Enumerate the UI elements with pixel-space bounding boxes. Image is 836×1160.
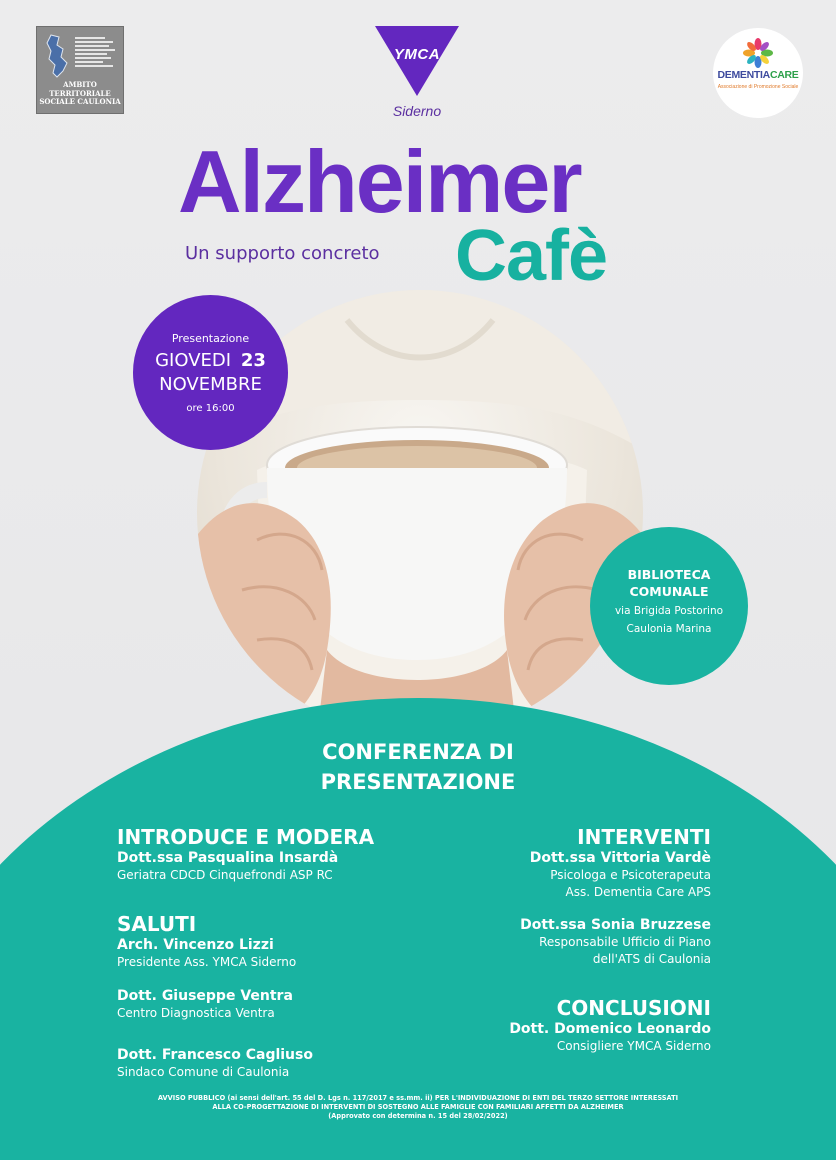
- title-cafe: Cafè: [455, 216, 608, 296]
- speaker-role: Psicologa e Psicoterapeuta: [550, 868, 711, 882]
- location-line2: COMUNALE: [629, 584, 709, 599]
- event-location-badge: [590, 527, 748, 685]
- speaker-role: Sindaco Comune di Caulonia: [117, 1065, 290, 1079]
- speaker-role: dell'ATS di Caulonia: [592, 952, 711, 966]
- speaker-name: Arch. Vincenzo Lizzi: [117, 937, 274, 953]
- ats-line: SOCIALE CAULONIA: [39, 97, 121, 106]
- dementia-care-name: [713, 69, 803, 81]
- speaker-role: Presidente Ass. YMCA Siderno: [117, 955, 297, 969]
- ats-line: TERRITORIALE: [49, 88, 111, 98]
- event-day: [133, 350, 288, 371]
- ats-caption: [37, 81, 123, 107]
- conference-title: [0, 737, 836, 797]
- ats-caulonia-logo: [36, 26, 124, 114]
- event-month: NOVEMBRE: [159, 374, 262, 395]
- section-heading: INTERVENTI: [577, 825, 711, 849]
- ymca-logo: [372, 26, 462, 122]
- section-conclusioni: [509, 996, 711, 1055]
- notice-line: AVVISO PUBBLICO (ai sensi dell'art. 55 del D. Lgs n. 117/2017 e ss.mm. ii) PER L'INDIVIDUAZIONE DI ENTI DEL TERZO SETTORE INTERESSATI: [157, 1094, 679, 1102]
- speaker-role: Ass. Dementia Care APS: [565, 885, 711, 899]
- speaker-bruzzese: [520, 916, 711, 968]
- speaker-name: Dott.ssa Sonia Bruzzese: [520, 917, 711, 933]
- location-address2: Caulonia Marina: [626, 623, 712, 635]
- notice-line: (Approvato con determina n. 15 del 28/02/2022): [328, 1112, 508, 1120]
- speaker-ventra: [117, 987, 293, 1022]
- subtitle: Un supporto concreto: [185, 243, 380, 264]
- location-line1: BIBLIOTECA: [627, 567, 711, 582]
- event-date-badge: [133, 295, 288, 450]
- speaker-name: Dott. Giuseppe Ventra: [117, 988, 293, 1004]
- ats-municipality-list: [75, 35, 117, 75]
- ats-line: AMBITO: [63, 80, 97, 89]
- section-heading: INTRODUCE E MODERA: [117, 825, 375, 849]
- section-heading: SALUTI: [117, 912, 197, 936]
- section-saluti: [117, 912, 296, 971]
- care-word: CARE: [769, 69, 799, 81]
- section-interventi: [530, 825, 711, 901]
- conference-title-line: CONFERENZA DI: [322, 740, 514, 764]
- dementia-word: DEMENTIA: [717, 69, 770, 81]
- conference-title-line: PRESENTAZIONE: [320, 770, 516, 794]
- section-heading: CONCLUSIONI: [556, 996, 711, 1020]
- dementia-care-subtitle: Associazione di Promozione Sociale: [717, 84, 799, 90]
- speaker-role: Consigliere YMCA Siderno: [556, 1039, 711, 1053]
- notice-line: ALLA CO-PROGETTAZIONE DI INTERVENTI DI SOSTEGNO ALLE FAMIGLIE CON FAMILIARI AFFETTI DA ALZHEIMER: [212, 1103, 624, 1111]
- speaker-role: Responsabile Ufficio di Piano: [539, 935, 711, 949]
- event-label: Presentazione: [171, 332, 250, 345]
- section-introduce: [117, 825, 374, 884]
- ymca-wordmark: YMCA: [393, 46, 441, 63]
- speaker-role: Geriatra CDCD Cinquefrondi ASP RC: [117, 868, 333, 882]
- page-title: Alzheimer: [178, 132, 581, 231]
- location-address1: via Brigida Postorino: [614, 605, 724, 617]
- ymca-city: Siderno: [392, 103, 442, 119]
- speaker-name: Dott. Domenico Leonardo: [509, 1021, 711, 1037]
- speaker-role: Centro Diagnostica Ventra: [117, 1006, 275, 1020]
- public-notice: [0, 1094, 836, 1121]
- flower-icon: [743, 38, 773, 68]
- speaker-name: Dott. Francesco Cagliuso: [117, 1047, 313, 1063]
- event-time: ore 16:00: [186, 403, 235, 414]
- dementia-care-logo: [713, 28, 803, 118]
- speaker-cagliuso: [117, 1046, 313, 1081]
- event-day-number: 23: [240, 350, 266, 371]
- speaker-name: Dott.ssa Vittoria Vardè: [529, 850, 711, 866]
- event-weekday: GIOVEDI: [155, 350, 232, 371]
- calabria-map-icon: [43, 33, 71, 81]
- speaker-name: Dott.ssa Pasqualina Insardà: [117, 850, 339, 866]
